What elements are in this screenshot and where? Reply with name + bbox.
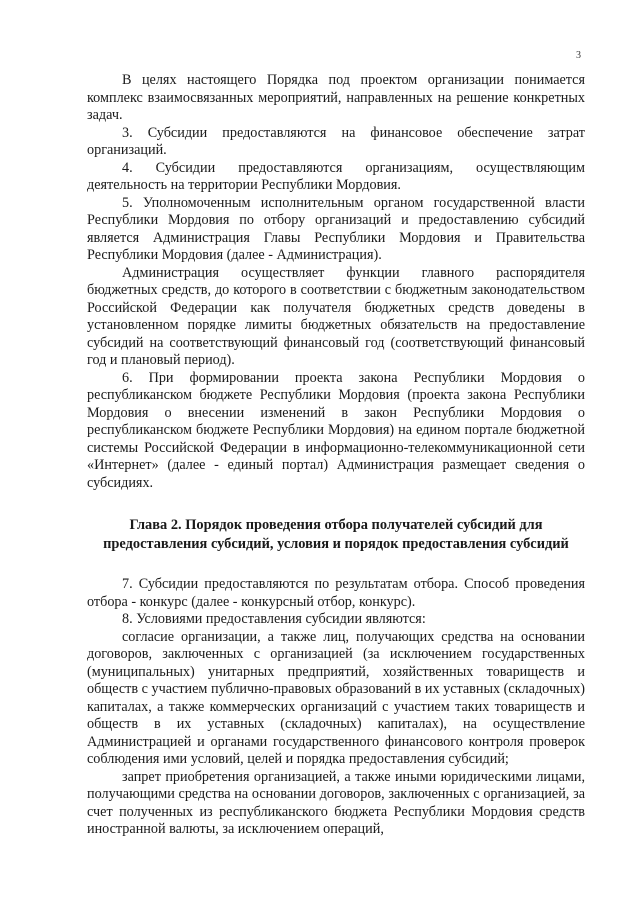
paragraph-item-6: 6. При формировании проекта закона Республики Мордовия о республиканском бюджете Республики Мордовия (проекта закона Республики Мордовия о внесении изменений в закон Республики Мордовия о республиканском бюджете Республики Мордовия) на едином портале бюджетной системы Российской Федерации в информационно-телекоммуникационной сети «Интернет» (далее - единый портал) Администрация размещает сведения о субсидиях. <box>87 369 585 491</box>
page-number: 3 <box>576 50 581 61</box>
paragraph-item-3: 3. Субсидии предоставляются на финансовое обеспечение затрат организаций. <box>87 124 585 158</box>
paragraph-currency-prohibition: запрет приобретения организацией, а также иными юридическими лицами, получающими средства на основании договоров, заключенных с организацией, за счет полученных из республиканского бюджета Республики Мордовия средств иностранной валюты, за исключением операций, <box>87 768 585 837</box>
paragraph-project-definition: В целях настоящего Порядка под проектом организации понимается комплекс взаимосвязанных мероприятий, направленных на решение конкретных задач. <box>87 72 585 123</box>
paragraph-item-7: 7. Субсидии предоставляются по результатам отбора. Способ проведения отбора - конкурс (далее - конкурсный отбор, конкурс). <box>87 576 585 610</box>
paragraph-administration-functions: Администрация осуществляет функции главного распорядителя бюджетных средств, до которого в соответствии с бюджетным законодательством Российской Федерации как получателя бюджетных средств доведены в установленном порядке лимиты бюджетных обязательств на предоставление субсидий на соответствующий финансовый год (соответствующий финансовый год и плановый период). <box>87 264 585 368</box>
paragraph-consent-condition: согласие организации, а также лиц, получающих средства на основании договоров, заключенных с организацией (за исключением государственных (муниципальных) унитарных предприятий, хозяйственных товариществ и обществ с участием публично-правовых образований в их уставных (складочных) капиталах, а также коммерческих организаций с участием таких товариществ и обществ в их уставных (складочных) капиталах), на осуществление Администрацией и органами государственного финансового контроля проверок соблюдения ими условий, целей и порядка предоставления субсидий; <box>87 628 585 767</box>
chapter-heading: Глава 2. Порядок проведения отбора получателей субсидий для предоставления субсидий, условия и порядок предоставления субсидий <box>103 517 569 552</box>
document-body <box>87 72 585 839</box>
paragraph-item-4: 4. Субсидии предоставляются организациям, осуществляющим деятельность на территории Республики Мордовия. <box>87 159 585 193</box>
paragraph-item-5: 5. Уполномоченным исполнительным органом государственной власти Республики Мордовия по отбору организаций и предоставлению субсидий является Администрация Главы Республики Мордовия и Правительства Республики Мордовия (далее - Администрация). <box>87 194 585 263</box>
paragraph-item-8: 8. Условиями предоставления субсидии являются: <box>122 611 426 627</box>
